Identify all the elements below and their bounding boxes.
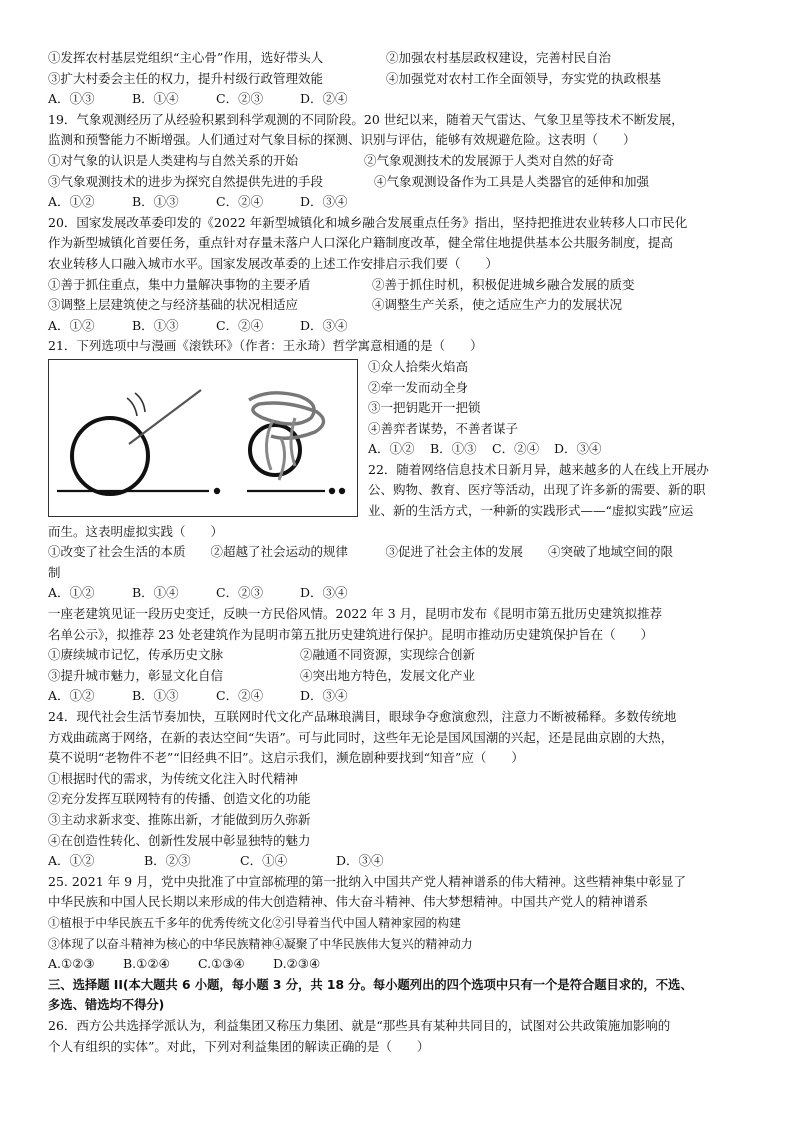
q24-choice-b: B．②③: [144, 853, 191, 869]
q23-options-row-2: [48, 666, 748, 687]
q23-option-4: ④突出地方特色，发展文化产业: [300, 667, 476, 683]
motion-mark: [135, 393, 145, 412]
q18-choice-d: D．②④: [300, 91, 348, 107]
q20-choice-c: C．②④: [216, 317, 264, 333]
q18-option-1: ①发挥农村基层党组织“主心骨”作用，选好带头人: [48, 50, 324, 65]
q25-stem-line-2: 中华民族和中国人民长期以来形成的伟大创造精神、伟大奋斗精神、伟大梦想精神。中国共产党人的精神谱系: [48, 894, 649, 910]
q23-option-3: ③提升城市魅力，彰显文化自信: [48, 667, 224, 683]
q24-choice-c: C．①④: [240, 853, 288, 869]
q20-options-row-2: [48, 295, 748, 316]
q24-option-2: ②充分发挥互联网特有的传播、创造文化的功能: [48, 791, 311, 807]
q18-choice-a: A．①③: [48, 91, 95, 107]
q23-choice-a: A．①②: [48, 688, 95, 704]
q25-choice-d: D.②③④: [273, 956, 321, 972]
q19-choice-d: D．③④: [300, 194, 348, 210]
q24-option-3: ③主动求新求变、推陈出新，才能做到历久弥新: [48, 811, 311, 827]
q19-choice-b: B．①③: [132, 194, 179, 210]
q19-option-3: ③气象观测技术的进步为探究自然提供先进的手段: [48, 173, 324, 189]
q19-stem-line-1: 19．气象观测经历了从经验积累到科学观测的不同阶段。20 世纪以来，随着天气雷达、气象卫星等技术不断发展，: [48, 111, 684, 127]
dot: [329, 488, 335, 494]
q20-stem-line-2: 作为新型城镇化首要任务，重点针对存量未落户人口深化户籍制度改革，健全常住地提供基本公共服务制度，提高: [48, 235, 674, 251]
q25-stem-line-1: 25. 2021 年 9 月，党中央批准了中宣部梳理的第一批纳入中国共产党人精神谱系的伟大精神。这些精神集中彰显了: [48, 873, 687, 889]
q18-option-3: ③扩大村委会主任的权力，提升村级行政管理效能: [48, 70, 324, 86]
q21-choice-b: B．①③: [430, 441, 477, 457]
q21-option-1: ①众人拾柴火焰高: [368, 358, 469, 374]
q20-option-4: ④调整生产关系，使之适应生产力的发展状况: [372, 297, 623, 313]
q19-options-row-1: [48, 151, 748, 172]
q23-choices: [48, 686, 748, 707]
q22-options-line: ①改变了社会生活的本质 ②超越了社会运动的规律 ③促进了社会主体的发展 ④突破了地域空间的限: [48, 544, 674, 560]
q18-choices: [48, 89, 748, 110]
q19-choice-a: A．①②: [48, 194, 95, 210]
q20-choice-a: A．①②: [48, 317, 95, 333]
q19-option-4: ④气象观测设备作为工具是人类器官的延伸和加强: [374, 173, 650, 189]
cartoon-drawing: [49, 360, 357, 516]
q24-choice-a: A．①②: [48, 853, 95, 869]
q18-options-row-1: [48, 48, 748, 69]
q22-stem-line-3: 业、新的生活方式，一种新的实践形式——“虚拟实践”应运: [368, 503, 694, 519]
q22-options-tail: 制: [48, 564, 61, 580]
q24-option-4: ④在创造性转化、创新性发展中彰显独特的魅力: [48, 832, 311, 848]
q26-stem-line-1: 26．西方公共选择学派认为，利益集团又称压力集团、就是“那些具有某种共同目的，试图对公共政策施加影响的: [48, 1017, 671, 1033]
q21-choice-c: C．②④: [492, 441, 540, 457]
q19-stem-line-2: 监测和预警能力不断增强。人们通过对气象目标的探测、识别与评估，能够有效规避危险。这表明（ ）: [48, 132, 636, 148]
q23-option-2: ②融通不同资源，实现综合创新: [300, 647, 476, 663]
q21-option-2: ②牵一发而动全身: [368, 379, 469, 395]
dot: [214, 488, 220, 494]
q23-stem-line-1: 一座老建筑见证一段历史变迁，反映一方民俗风情。2022 年 3 月，昆明市发布《昆明市第五批历史建筑拟推荐: [48, 606, 663, 622]
q25-choice-c: C.①③④: [198, 956, 245, 972]
q20-choice-b: B．①③: [132, 317, 179, 333]
q20-option-3: ③调整上层建筑使之与经济基础的状况相适应: [48, 297, 299, 313]
q21-option-3: ③一把钥匙开一把锁: [368, 400, 481, 416]
section-3-heading-line-1: 三、选择题 II(本大题共 6 小题，每小题 3 分，共 18 分。每小题列出的四个选项中只有一个是符合题目求的，不选、: [48, 977, 693, 992]
dot: [339, 488, 345, 494]
q23-choice-c: C．②④: [216, 688, 264, 704]
q18-options-row-2: [48, 69, 748, 90]
q25-options-line-1: ①植根于中华民族五千多年的优秀传统文化②引导着当代中国人精神家园的构建: [48, 915, 461, 930]
q23-option-1: ①赓续城市记忆，传承历史文脉: [48, 647, 224, 663]
q22-stem-line-2: 公、购物、教育、医疗等活动，出现了许多新的需要、新的职: [368, 482, 706, 498]
q25-choice-b: B.①②④: [123, 956, 170, 972]
q22-choice-d: D．③④: [300, 585, 348, 601]
q20-choice-d: D．③④: [300, 317, 348, 333]
q21-choice-a: A．①②: [368, 441, 415, 457]
motion-mark: [127, 398, 137, 416]
section-3-heading-line-2: 多选、错选均不得分): [48, 998, 165, 1013]
q24-stem-line-2: 方戏曲疏离于网络，在新的表达空间“失语”。可与此同时，这些年无论是国风国潮的兴起，还是昆曲京剧的大热，: [48, 729, 674, 745]
q22-choices: [48, 583, 748, 604]
q21-choices: [368, 439, 748, 460]
q24-stem-line-1: 24．现代社会生活节奏加快，互联网时代文化产品琳琅满目，眼球争夺愈演愈烈，注意力不断被稀释。多数传统地: [48, 709, 677, 724]
q23-options-row-1: [48, 645, 748, 666]
q22-choice-a: A．①②: [48, 585, 95, 601]
q25-options-line-2: ③体现了以奋斗精神为核心的中华民族精神④凝聚了中华民族伟大复兴的精神动力: [48, 936, 473, 951]
q22-choice-c: C．②③: [216, 585, 264, 601]
q26-stem-line-2: 个人有组织的实体”。对此，下列对利益集团的解读正确的是（ ）: [48, 1038, 430, 1054]
q18-choice-c: C．②③: [216, 91, 264, 107]
q21-stem: 21．下列选项中与漫画《滚铁环》（作者：王永琦）哲学寓意相通的是（ ）: [48, 338, 483, 354]
q25-choice-a: A.①②③: [48, 956, 95, 972]
left-hoop: [72, 418, 148, 494]
q23-choice-b: B．①③: [132, 688, 179, 704]
q19-option-1: ①对气象的认识是人类建构与自然关系的开始: [48, 152, 299, 168]
q23-choice-d: D．③④: [300, 688, 348, 704]
q19-option-2: ②气象观测技术的发展源于人类对自然的好奇: [364, 152, 615, 168]
q21-right-column: [368, 357, 748, 522]
q18-option-4: ④加强党对农村工作全面领导，夯实党的执政根基: [386, 70, 662, 86]
q24-stem-line-3: 莫不说明“老物件不老”“旧经典不旧”。这启示我们，濒危剧种要找到“知音”应（ ）: [48, 750, 524, 766]
q22-stem-line-1: 22．随着网络信息技术日新月异，越来越多的人在线上开展办: [368, 461, 709, 477]
q24-option-1: ①根据时代的需求，为传统文化注入时代精神: [48, 770, 299, 786]
q20-option-1: ①善于抓住重点，集中力量解决事物的主要矛盾: [48, 276, 311, 292]
cartoon-rolling-hoop: [48, 359, 358, 517]
q19-choice-c: C．②④: [216, 194, 264, 210]
q24-choice-d: D．③④: [336, 853, 384, 869]
q20-options-row-1: [48, 275, 748, 296]
q22-stem-tail: 而生。这表明虚拟实践（ ）: [48, 523, 224, 539]
q20-stem-line-3: 农业转移人口融入城市水平。国家发展改革委的上述工作安排启示我们要（ ）: [48, 255, 499, 271]
q18-choice-b: B．①④: [132, 91, 179, 107]
q25-choices: [48, 954, 748, 975]
q24-choices: [48, 851, 748, 872]
q19-choices: [48, 192, 748, 213]
q22-choice-b: B．①④: [132, 585, 179, 601]
q20-stem-line-1: 20．国家发展改革委印发的《2022 年新型城镇化和城乡融合发展重点任务》指出，坚持把推进农业转移人口市民化: [48, 214, 688, 230]
q20-option-2: ②善于抓住时机，积极促进城乡融合发展的质变: [372, 276, 635, 292]
q19-options-row-2: [48, 172, 748, 193]
q23-stem-line-2: 名单公示》，拟推荐 23 处老建筑作为昆明市第五批历史建筑进行保护。昆明市推动历史建筑保护旨在（ ）: [48, 626, 654, 642]
q18-option-2: ②加强农村基层政权建设，完善村民自治: [386, 50, 612, 65]
q21-block: [48, 357, 748, 522]
q21-choice-d: D．③④: [554, 441, 602, 457]
q20-choices: [48, 316, 748, 337]
q21-option-4: ④善弈者谋势，不善者谋子: [368, 420, 519, 436]
